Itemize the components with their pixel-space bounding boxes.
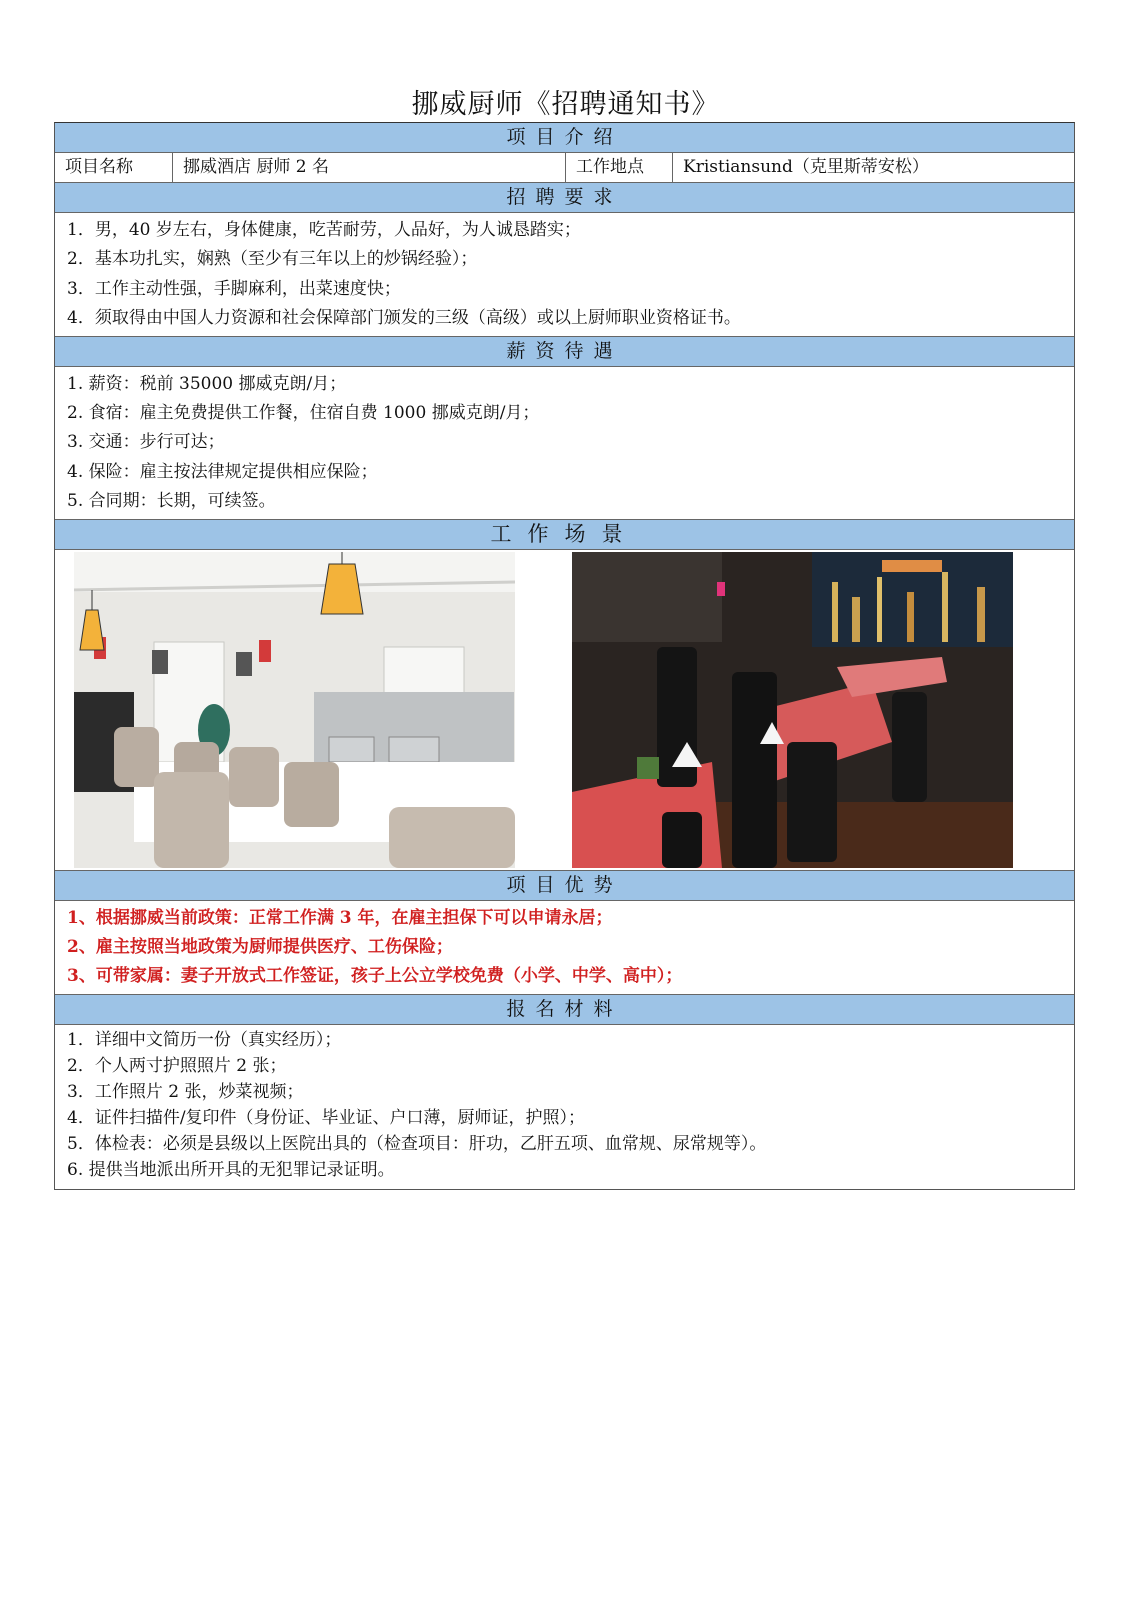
restaurant-photo-dark — [572, 552, 1013, 868]
materials-list — [55, 1025, 1074, 1189]
work-scene-photos — [55, 550, 1074, 871]
section-header-materials: 报名材料 — [55, 995, 1074, 1025]
list-item: 5. 合同期：长期，可续签。 — [67, 491, 276, 512]
list-item: 4．证件扫描件/复印件（身份证、毕业证、户口薄，厨师证，护照）； — [67, 1107, 586, 1128]
project-name-value: 挪威酒店 厨师 2 名 — [173, 153, 566, 182]
list-item: 4．须取得由中国人力资源和社会保障部门颁发的三级（高级）或以上厨师职业资格证书。 — [67, 308, 741, 329]
list-item: 3、可带家属：妻子开放式工作签证，孩子上公立学校免费（小学、中学、高中）； — [67, 966, 683, 987]
list-item: 2. 食宿：雇主免费提供工作餐，住宿自费 1000 挪威克朗/月； — [67, 402, 540, 423]
section-header-salary: 薪资待遇 — [55, 337, 1074, 367]
restaurant-photo-bright — [74, 552, 515, 868]
section-header-advantages: 项目优势 — [55, 871, 1074, 901]
recruitment-table — [54, 122, 1075, 1190]
salary-list — [55, 367, 1074, 520]
section-header-intro: 项目介绍 — [55, 123, 1074, 153]
section-header-scenes: 工作场景 — [55, 520, 1074, 550]
list-item: 1、根据挪威当前政策：正常工作满 3 年，在雇主担保下可以申请永居； — [67, 907, 613, 928]
list-item: 3．工作照片 2 张，炒菜视频； — [67, 1081, 304, 1102]
list-item: 3．工作主动性强，手脚麻利，出菜速度快； — [67, 278, 401, 299]
project-name-label: 项目名称 — [55, 153, 173, 182]
page-title: 挪威厨师《招聘通知书》 — [411, 89, 720, 120]
list-item: 3. 交通：步行可达； — [67, 432, 225, 453]
work-location-label: 工作地点 — [566, 153, 673, 182]
work-location-value: Kristiansund（克里斯蒂安松） — [683, 157, 929, 177]
requirements-list — [55, 213, 1074, 337]
project-info-row — [55, 153, 1074, 183]
section-header-requirements: 招聘要求 — [55, 183, 1074, 213]
list-item: 5．体检表：必须是县级以上医院出具的（检查项目：肝功，乙肝五项、血常规、尿常规等）。 — [67, 1133, 767, 1154]
list-item: 1. 薪资：税前 35000 挪威克朗/月； — [67, 373, 347, 394]
list-item: 2．基本功扎实，娴熟（至少有三年以上的炒锅经验）； — [67, 249, 478, 270]
list-item: 2．个人两寸护照照片 2 张； — [67, 1055, 287, 1076]
advantages-list — [55, 901, 1074, 995]
list-item: 4. 保险：雇主按法律规定提供相应保险； — [67, 461, 378, 482]
list-item: 6. 提供当地派出所开具的无犯罪记录证明。 — [67, 1159, 395, 1180]
list-item: 1．详细中文简历一份（真实经历）； — [67, 1029, 342, 1050]
list-item: 1．男，40 岁左右，身体健康，吃苦耐劳，人品好，为人诚恳踏实； — [67, 220, 581, 240]
list-item: 2、雇主按照当地政策为厨师提供医疗、工伤保险； — [67, 936, 453, 957]
